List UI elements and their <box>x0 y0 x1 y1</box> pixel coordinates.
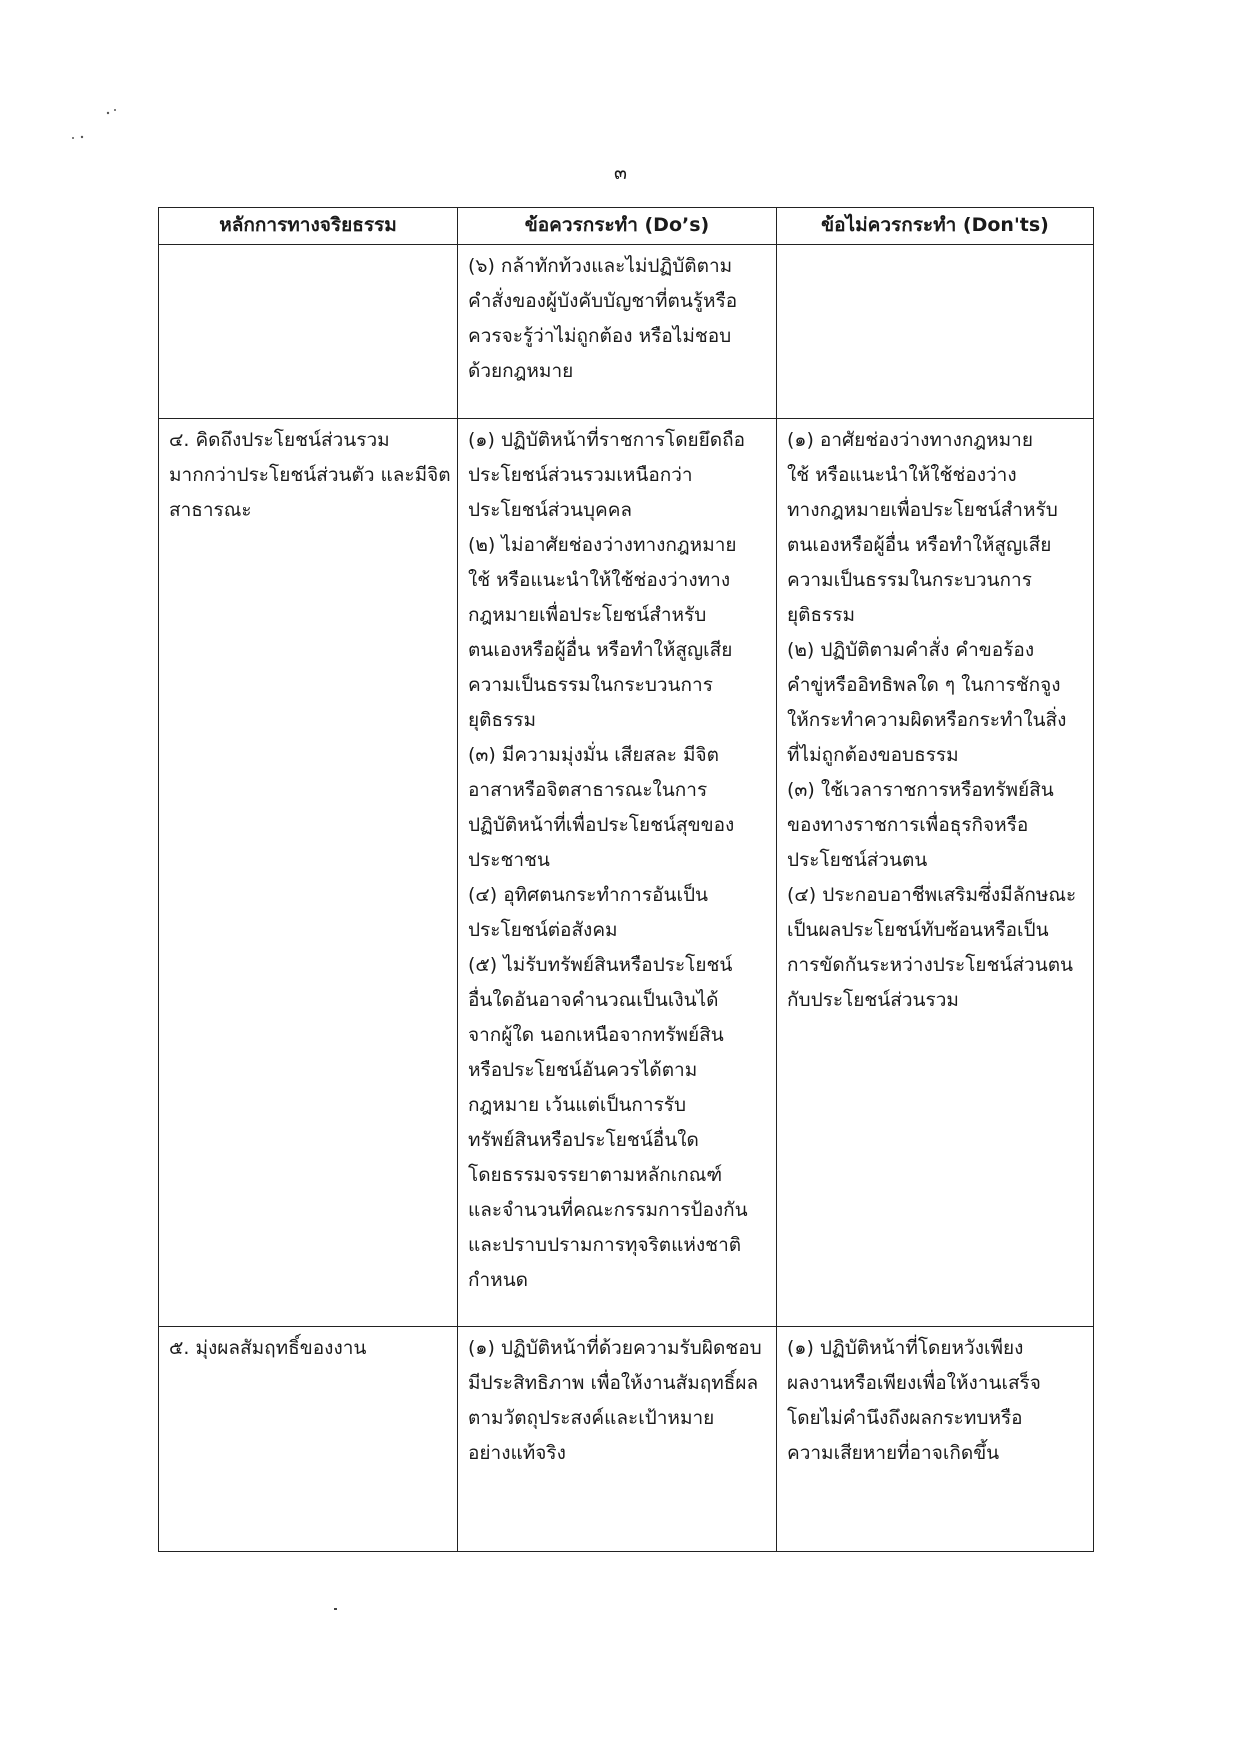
cell-donts <box>777 245 1094 419</box>
cell-line: ๔. คิดถึงประโยชน์ส่วนรวม <box>169 429 390 451</box>
cell-principle <box>159 1327 458 1552</box>
table-row <box>159 419 1094 1327</box>
cell-line: ที่ไม่ถูกต้องขอบธรรม <box>787 744 959 766</box>
cell-line: ความเสียหายที่อาจเกิดขึ้น <box>787 1442 1000 1464</box>
table-row <box>159 1327 1094 1552</box>
cell-line: ทางกฎหมายเพื่อประโยชน์สำหรับ <box>787 499 1058 521</box>
cell-line: ใช้ หรือแนะนำให้ใช้ช่องว่างทาง <box>468 569 731 591</box>
scan-mark <box>334 1608 337 1610</box>
cell-line: (๔) ประกอบอาชีพเสริมซึ่งมีลักษณะ <box>787 884 1077 906</box>
cell-line: และจำนวนที่คณะกรรมการป้องกัน <box>468 1199 748 1221</box>
cell-line: กฎหมายเพื่อประโยชน์สำหรับ <box>468 604 707 626</box>
cell-line: (๑) อาศัยช่องว่างทางกฎหมาย <box>787 429 1033 451</box>
cell-line: กับประโยชน์ส่วนรวม <box>787 989 959 1011</box>
cell-line: ให้กระทำความผิดหรือกระทำในสิ่ง <box>787 709 1067 731</box>
cell-line: ประโยชน์ต่อสังคม <box>468 919 618 941</box>
header-donts: ข้อไม่ควรกระทำ (Don'ts) <box>777 208 1094 245</box>
cell-line: ความเป็นธรรมในกระบวนการ <box>468 674 713 696</box>
cell-line: ประโยชน์ส่วนรวมเหนือกว่า <box>468 464 693 486</box>
cell-line: การขัดกันระหว่างประโยชน์ส่วนตน <box>787 954 1074 976</box>
header-principle: หลักการทางจริยธรรม <box>159 208 458 245</box>
cell-line: กำหนด <box>468 1269 529 1291</box>
page-number: ๓ <box>614 162 627 184</box>
cell-line: (๕) ไม่รับทรัพย์สินหรือประโยชน์ <box>468 954 733 976</box>
cell-line: อย่างแท้จริง <box>468 1442 566 1464</box>
cell-line: มากกว่าประโยชน์ส่วนตัว และมีจิต <box>169 464 451 486</box>
cell-dos <box>458 1327 777 1552</box>
ethics-guidelines-table <box>158 207 1094 1552</box>
table-header-row <box>159 208 1094 245</box>
cell-line: ควรจะรู้ว่าไม่ถูกต้อง หรือไม่ชอบ <box>468 325 732 347</box>
cell-line: ตามวัตถุประสงค์และเป้าหมาย <box>468 1407 715 1429</box>
cell-dos <box>458 419 777 1327</box>
cell-donts <box>777 419 1094 1327</box>
cell-line: (๓) มีความมุ่งมั่น เสียสละ มีจิต <box>468 744 720 766</box>
cell-line: โดยธรรมจรรยาตามหลักเกณฑ์ <box>468 1164 723 1186</box>
cell-line: ยุติธรรม <box>468 709 537 731</box>
cell-principle <box>159 245 458 419</box>
cell-line: และปราบปรามการทุจริตแห่งชาติ <box>468 1234 742 1256</box>
table-row <box>159 245 1094 419</box>
cell-line: (๓) ใช้เวลาราชการหรือทรัพย์สิน <box>787 779 1054 801</box>
cell-line: ยุติธรรม <box>787 604 856 626</box>
cell-line: คำขู่หรืออิทธิพลใด ๆ ในการชักจูง <box>787 674 1061 696</box>
cell-donts <box>777 1327 1094 1552</box>
cell-line: ทรัพย์สินหรือประโยชน์อื่นใด <box>468 1129 699 1151</box>
cell-line: อาสาหรือจิตสาธารณะในการ <box>468 779 708 801</box>
cell-line: หรือประโยชน์อันควรได้ตาม <box>468 1059 698 1081</box>
cell-line: ความเป็นธรรมในกระบวนการ <box>787 569 1032 591</box>
cell-line: (๒) ปฏิบัติตามคำสั่ง คำขอร้อง <box>787 639 1035 661</box>
cell-line: (๔) อุทิศตนกระทำการอันเป็น <box>468 884 708 906</box>
cell-line: ๕. มุ่งผลสัมฤทธิ์ของงาน <box>169 1337 367 1359</box>
cell-line: ใช้ หรือแนะนำให้ใช้ช่องว่าง <box>787 464 1017 486</box>
cell-line: สาธารณะ <box>169 499 252 521</box>
cell-line: คำสั่งของผู้บังคับบัญชาที่ตนรู้หรือ <box>468 290 738 312</box>
cell-line: (๖) กล้าทักท้วงและไม่ปฏิบัติตาม <box>468 255 733 277</box>
cell-line: (๑) ปฏิบัติหน้าที่ด้วยความรับผิดชอบ <box>468 1337 762 1359</box>
cell-line: ของทางราชการเพื่อธุรกิจหรือ <box>787 814 1029 836</box>
cell-line: มีประสิทธิภาพ เพื่อให้งานสัมฤทธิ์ผล <box>468 1372 759 1394</box>
cell-line: ผลงานหรือเพียงเพื่อให้งานเสร็จ <box>787 1372 1041 1394</box>
scan-specks <box>70 100 140 150</box>
cell-line: ตนเองหรือผู้อื่น หรือทำให้สูญเสีย <box>787 534 1052 556</box>
cell-line: เป็นผลประโยชน์ทับซ้อนหรือเป็น <box>787 919 1049 941</box>
cell-line: กฎหมาย เว้นแต่เป็นการรับ <box>468 1094 687 1116</box>
cell-line: ประโยชน์ส่วนตน <box>787 849 928 871</box>
cell-dos <box>458 245 777 419</box>
cell-line: อื่นใดอันอาจคำนวณเป็นเงินได้ <box>468 989 719 1011</box>
cell-line: (๑) ปฏิบัติหน้าที่ราชการโดยยึดถือ <box>468 429 746 451</box>
header-dos: ข้อควรกระทำ (Do’s) <box>458 208 777 245</box>
cell-line: จากผู้ใด นอกเหนือจากทรัพย์สิน <box>468 1024 724 1046</box>
cell-line: ตนเองหรือผู้อื่น หรือทำให้สูญเสีย <box>468 639 733 661</box>
cell-principle <box>159 419 458 1327</box>
cell-line: (๒) ไม่อาศัยช่องว่างทางกฎหมาย <box>468 534 737 556</box>
cell-line: (๑) ปฏิบัติหน้าที่โดยหวังเพียง <box>787 1337 1024 1359</box>
cell-line: โดยไม่คำนึงถึงผลกระทบหรือ <box>787 1407 1023 1429</box>
cell-line: ประชาชน <box>468 849 550 871</box>
cell-line: ประโยชน์ส่วนบุคคล <box>468 499 633 521</box>
cell-line: ด้วยกฎหมาย <box>468 360 574 382</box>
cell-line: ปฏิบัติหน้าที่เพื่อประโยชน์สุขของ <box>468 814 735 836</box>
